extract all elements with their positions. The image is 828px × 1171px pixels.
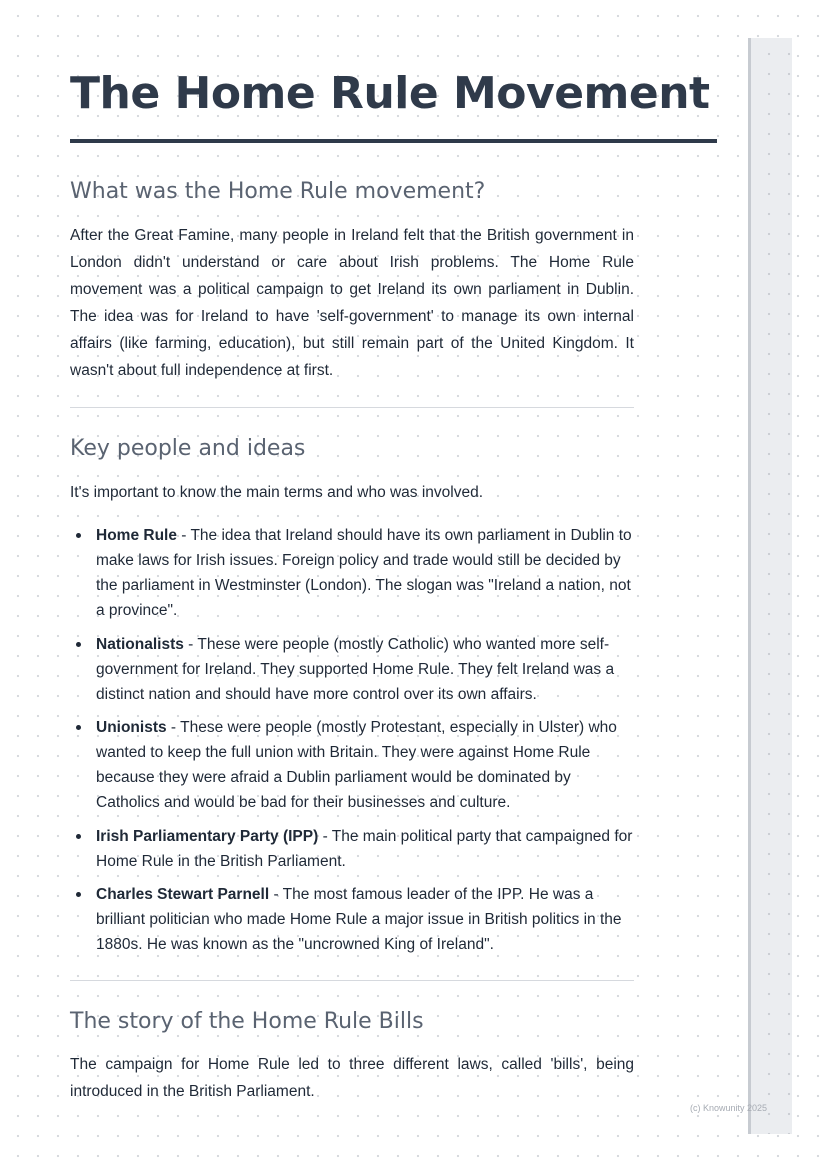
page-title: The Home Rule Movement [70,68,710,119]
key-terms-list [70,523,636,966]
bullet-dot [76,725,81,730]
list-item-nationalists [70,632,636,707]
term-description: - The main political party that campaigned for Home Rule in the British Parliament. [96,827,633,870]
term-description: - The most famous leader of the IPP. He was a brilliant politician who made Home Rule a major issue in British politics in the 1880s. He was known as the "uncrowned King of Ireland". [96,886,622,953]
term-description: - The idea that Ireland should have its own parliament in Dublin to make laws for Irish issues. Foreign policy and trade would still be decided by the parliament in Westminster (London). The slogan was "Ireland a nation, not a province". [96,527,632,619]
bullet-dot [76,892,81,897]
section-heading-what-was: What was the Home Rule movement? [70,179,486,204]
list-item-home-rule [70,523,636,623]
term-label: Nationalists [96,635,184,653]
copyright-footer: (c) Knowunity 2025 [690,1103,768,1113]
term-description: - These were people (mostly Protestant, especially in Ulster) who wanted to keep the full union with Britain. They were against Home Rule because they were afraid a Dublin parliament would be dominated by Catholics and would be bad for their businesses and culture. [96,719,617,811]
bullet-dot [76,533,81,538]
list-item-parnell [70,882,636,957]
list-item-ipp [70,824,636,874]
title-underline [70,139,717,143]
term-label: Home Rule [96,527,177,544]
term-label: Charles Stewart Parnell [96,886,270,903]
side-margin-strip [748,38,792,1134]
section-heading-key-people: Key people and ideas [70,436,306,461]
section-heading-bills: The story of the Home Rule Bills [70,1009,424,1034]
term-description: - These were people (mostly Catholic) who wanted more self-government for Ireland. They supported Home Rule. They felt Ireland was a distinct nation and should have more control over its own affairs. [96,635,615,703]
bullet-dot [76,834,81,839]
section-paragraph-bills: The campaign for Home Rule led to three different laws, called 'bills', being introduced in the British Parliament. [70,1056,634,1100]
section-divider [70,407,634,408]
term-label: Unionists [96,719,167,736]
section-divider [70,980,634,981]
section-intro-key-people: It's important to know the main terms and who was involved. [70,484,484,501]
bullet-dot [76,642,81,647]
list-item-unionists [70,715,636,815]
section-paragraph-what-was: After the Great Famine, many people in Ireland felt that the British government in London didn't understand or care about Irish problems. The Home Rule movement was a political campaign to get Ireland its own parliament in Dublin. The idea was for Ireland to have 'self-government' to manage its own internal affairs (like farming, education), but still remain part of the United Kingdom. It wasn't about full independence at first. [70,227,634,379]
term-label: Irish Parliamentary Party (IPP) [96,827,319,845]
